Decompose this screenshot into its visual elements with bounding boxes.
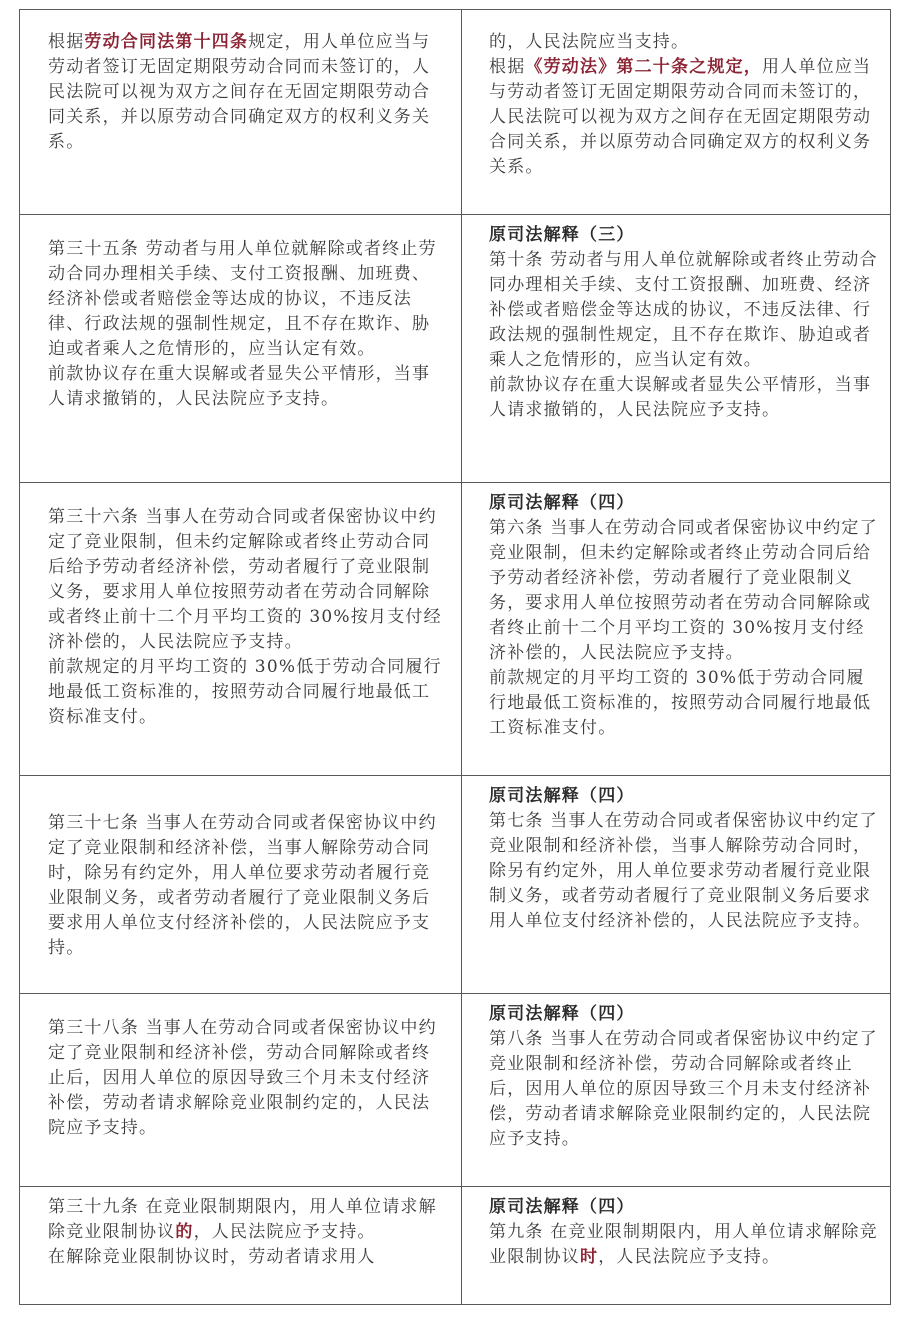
provision-text: 的，人民法院应当支持。 [489, 32, 690, 52]
text-run: 规定，用人单位应当与劳动者签订无固定期限劳动合同而未签订的，人民法院可以视为双方之间存在无固定期限劳动合同关系，并以原劳动合同确定双方的权利义务关系。 [48, 32, 431, 152]
table-row [20, 994, 891, 1187]
text-run: 根据 [48, 32, 85, 52]
provision-text: 第三十七条 当事人在劳动合同或者保密协议中约定了竞业限制和经济补偿，当事人解除劳动合同时，除另有约定外，用人单位要求劳动者履行竞业限制义务，或者劳动者履行了竞业限制义务后要求用人单位支付经济补偿的，人民法院应予支持。 [48, 813, 437, 958]
new-provision-cell [20, 1187, 462, 1305]
source-heading: 原司法解释（四） [489, 1197, 635, 1217]
provision-text [489, 55, 878, 180]
new-provision-cell [20, 215, 462, 483]
new-provision-cell [20, 994, 462, 1187]
provision-text: 前款规定的月平均工资的 30%低于劳动合同履行地最低工资标准的，按照劳动合同履行地最低工资标准支付。 [489, 668, 872, 738]
table-row [20, 483, 891, 776]
new-provision-cell [20, 10, 462, 215]
original-provision-cell [462, 483, 891, 776]
provision-text [48, 30, 447, 155]
provision-text: 第六条 当事人在劳动合同或者保密协议中约定了竞业限制，但未约定解除或者终止劳动合同后给予劳动者经济补偿，劳动者履行了竞业限制义务，要求用人单位按照劳动者在劳动合同解除或者终止前十二个月平均工资的 30%按月支付经济补偿的，人民法院应予支持。 [489, 518, 878, 663]
highlighted-reference: 劳动合同法第十四条 [84, 32, 249, 52]
provision-text: 在解除竞业限制协议时，劳动者请求用人 [48, 1247, 376, 1267]
table-row [20, 1187, 891, 1305]
provision-text: 第三十五条 劳动者与用人单位就解除或者终止劳动合同办理相关手续、支付工资报酬、加班费、经济补偿或者赔偿金等达成的协议，不违反法律、行政法规的强制性规定，且不存在欺诈、胁迫或者乘人之危情形的，应当认定有效。 [48, 239, 437, 359]
highlighted-change: 时 [580, 1247, 599, 1267]
text-run: ，人民法院应予支持。 [598, 1247, 781, 1267]
provision-text [489, 1220, 878, 1270]
source-heading: 原司法解释（四） [489, 1004, 635, 1024]
provision-text: 第七条 当事人在劳动合同或者保密协议中约定了竞业限制和经济补偿，当事人解除劳动合同时，除另有约定外，用人单位要求劳动者履行竞业限制义务，或者劳动者履行了竞业限制义务后要求用人单位支付经济补偿的，人民法院应予支持。 [489, 811, 878, 931]
source-heading: 原司法解释（四） [489, 786, 635, 806]
original-provision-cell [462, 215, 891, 483]
original-provision-cell [462, 1187, 891, 1305]
new-provision-cell [20, 483, 462, 776]
highlighted-reference: 《劳动法》第二十条之规定， [525, 57, 763, 77]
table-row [20, 10, 891, 215]
table-row [20, 215, 891, 483]
text-run: 第三十九条 在竞业限制期限内，用人单位请求解除竞业限制协议 [48, 1197, 437, 1242]
original-provision-cell [462, 776, 891, 994]
text-run: ，人民法院应予支持。 [193, 1222, 376, 1242]
provision-text [48, 1195, 447, 1245]
original-provision-cell [462, 994, 891, 1187]
provision-text: 第三十八条 当事人在劳动合同或者保密协议中约定了竞业限制和经济补偿，劳动合同解除或者终止后，因用人单位的原因导致三个月未支付经济补偿，劳动者请求解除竞业限制约定的，人民法院应予支持。 [48, 1018, 437, 1138]
source-heading: 原司法解释（四） [489, 493, 635, 513]
new-provision-cell [20, 776, 462, 994]
original-provision-cell [462, 10, 891, 215]
text-run: 根据 [489, 57, 526, 77]
comparison-table [19, 9, 891, 1305]
text-run: 第九条 在竞业限制期限内，用人单位请求解除竞业限制协议 [489, 1222, 878, 1267]
provision-text: 前款规定的月平均工资的 30%低于劳动合同履行地最低工资标准的，按照劳动合同履行地最低工资标准支付。 [48, 657, 442, 727]
provision-text: 前款协议存在重大误解或者显失公平情形，当事人请求撤销的，人民法院应予支持。 [489, 375, 872, 420]
table-row [20, 776, 891, 994]
provision-text: 第三十六条 当事人在劳动合同或者保密协议中约定了竞业限制，但未约定解除或者终止劳动合同后给予劳动者经济补偿，劳动者履行了竞业限制义务，要求用人单位按照劳动者在劳动合同解除或者终止前十二个月平均工资的 30%按月支付经济补偿的，人民法院应予支持。 [48, 507, 442, 652]
provision-text: 第十条 劳动者与用人单位就解除或者终止劳动合同办理相关手续、支付工资报酬、加班费、经济补偿或者赔偿金等达成的协议，不违反法律、行政法规的强制性规定，且不存在欺诈、胁迫或者乘人之危情形的，应当认定有效。 [489, 250, 878, 370]
provision-text: 前款协议存在重大误解或者显失公平情形，当事人请求撤销的，人民法院应予支持。 [48, 364, 431, 409]
text-run: 用人单位应当与劳动者签订无固定期限劳动合同而未签订的，人民法院可以视为双方之间存在无固定期限劳动合同关系，并以原劳动合同确定双方的权利义务关系。 [489, 57, 872, 177]
provision-text: 第八条 当事人在劳动合同或者保密协议中约定了竞业限制和经济补偿，劳动合同解除或者终止后，因用人单位的原因导致三个月未支付经济补偿，劳动者请求解除竞业限制约定的，人民法院应予支持。 [489, 1029, 878, 1149]
source-heading: 原司法解释（三） [489, 225, 635, 245]
highlighted-change: 的 [175, 1222, 194, 1242]
